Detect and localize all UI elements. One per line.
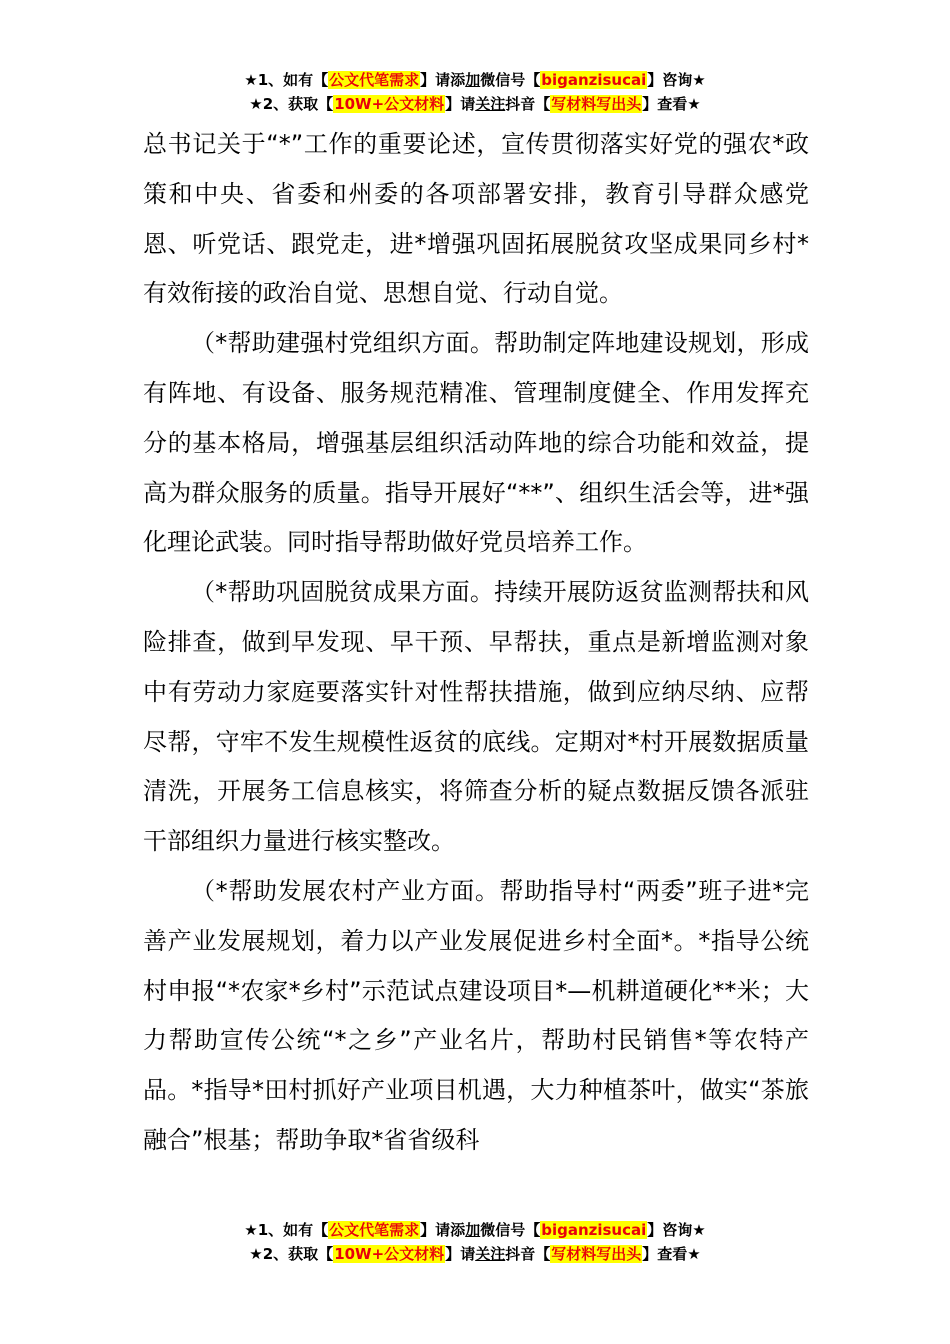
banner-text: 】查看★ (642, 95, 701, 113)
banner-text: 】请添 (420, 71, 466, 89)
banner-underlined-text: 加 (465, 71, 481, 89)
banner-text: 】咨询★ (647, 1221, 706, 1239)
footer-banner (0, 1218, 950, 1266)
paragraph: 总书记关于“*”工作的重要论述，宣传贯彻落实好党的强农*政策和中央、省委和州委的各项部署安排，教育引导群众感党恩、听党话、跟党走，进*增强巩固拓展脱贫攻坚成果同乡村*有效衔接的政治自觉、思想自觉、行动自觉。 (143, 130, 809, 308)
banner-text: 】查看★ (642, 1245, 701, 1263)
banner-text: 】请 (445, 1245, 476, 1263)
banner-line-1 (0, 68, 950, 92)
paragraph: （*帮助建强村党组织方面。帮助制定阵地建设规划，形成有阵地、有设备、服务规范精准、管理制度健全、作用发挥充分的基本格局，增强基层组织活动阵地的综合功能和效益，提高为群众服务的质量。指导开展好“**”、组织生活会等，进*强化理论武装。同时指导帮助做好党员培养工作。 (143, 329, 809, 557)
banner-text: 抖音【 (505, 1245, 551, 1263)
banner-text: 微信号【 (480, 1221, 541, 1239)
paragraph: （*帮助巩固脱贫成果方面。持续开展防返贫监测帮扶和风险排查，做到早发现、早干预、早帮扶，重点是新增监测对象中有劳动力家庭要落实针对性帮扶措施，做到应纳尽纳、应帮尽帮，守牢不发生规模性返贫的底线。定期对*村开展数据质量清洗，开展务工信息核实，将筛查分析的疑点数据反馈各派驻干部组织力量进行核实整改。 (143, 578, 809, 856)
highlight-wechat-id: biganzisucai (541, 71, 647, 89)
banner-underlined-text: 关注 (475, 1245, 506, 1263)
highlight-materials: 10W+公文材料 (334, 95, 445, 113)
banner-text: ★2、获取【 (249, 1245, 334, 1263)
banner-text: 抖音【 (505, 95, 551, 113)
highlight-service: 公文代笔需求 (329, 1221, 420, 1239)
paragraph: （*帮助发展农村产业方面。帮助指导村“两委”班子进*完善产业发展规划，着力以产业发展促进乡村全面*。*指导公统村申报“*农家*乡村”示范试点建设项目*—机耕道硬化**米；大力帮助宣传公统“*之乡”产业名片，帮助村民销售*等农特产品。*指导*田村抓好产业项目机遇，大力种植茶叶，做实“茶旅融合”根基；帮助争取*省省级科 (143, 876, 809, 1154)
banner-text: 微信号【 (480, 71, 541, 89)
highlight-materials: 10W+公文材料 (334, 1245, 445, 1263)
banner-text: 】咨询★ (647, 71, 706, 89)
highlight-douyin: 写材料写出头 (551, 95, 642, 113)
document-body (143, 120, 809, 1166)
banner-text: ★2、获取【 (249, 95, 334, 113)
banner-line-2 (0, 1242, 950, 1266)
highlight-douyin: 写材料写出头 (551, 1245, 642, 1263)
banner-underlined-text: 加 (465, 1221, 481, 1239)
banner-underlined-text: 关注 (475, 95, 506, 113)
banner-line-2 (0, 92, 950, 116)
banner-text: ★1、如有【 (244, 1221, 329, 1239)
banner-text: 】请添 (420, 1221, 466, 1239)
banner-text: 】请 (445, 95, 476, 113)
highlight-wechat-id: biganzisucai (541, 1221, 647, 1239)
banner-line-1 (0, 1218, 950, 1242)
highlight-service: 公文代笔需求 (329, 71, 420, 89)
banner-text: ★1、如有【 (244, 71, 329, 89)
header-banner (0, 68, 950, 116)
